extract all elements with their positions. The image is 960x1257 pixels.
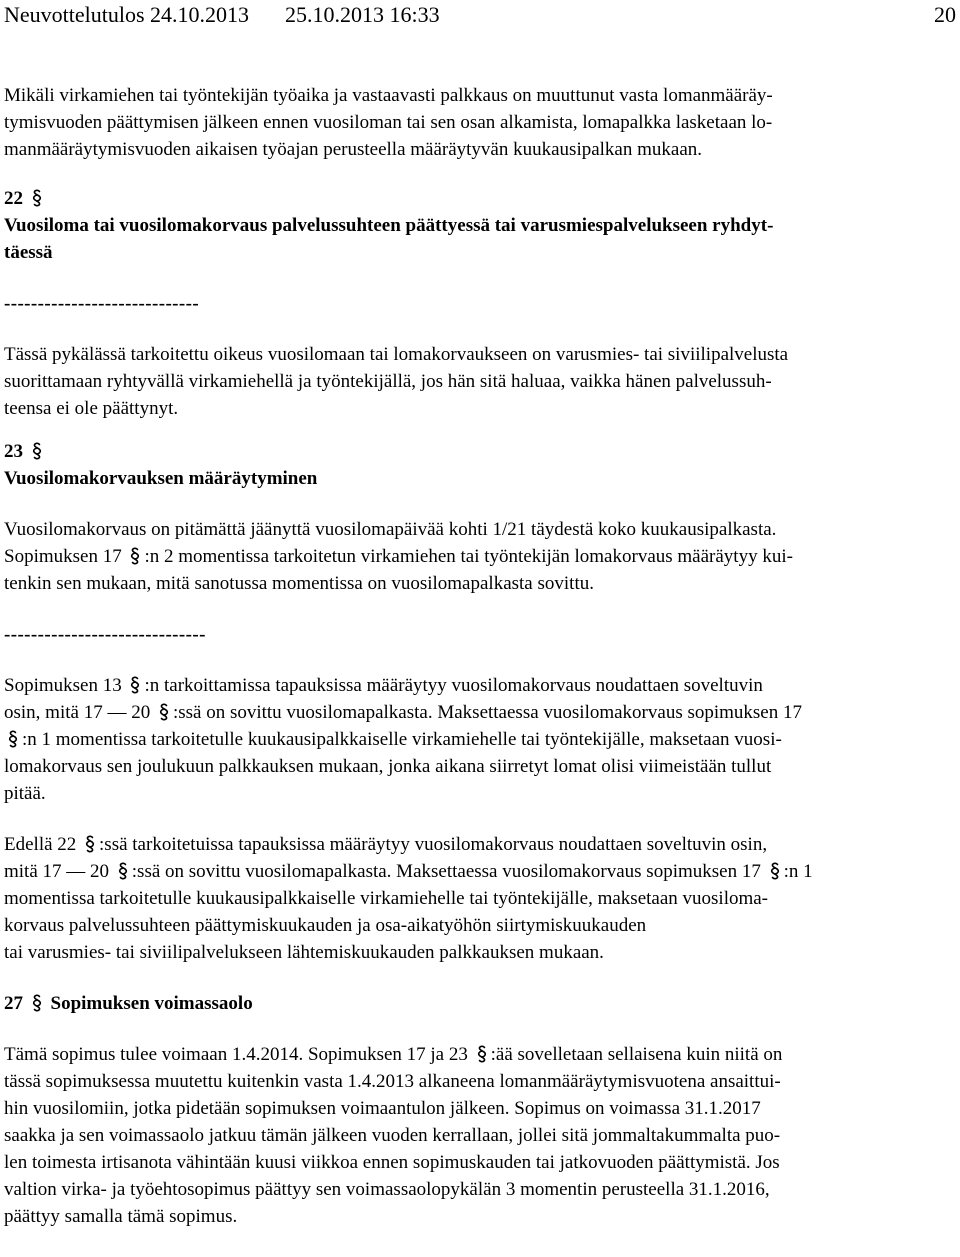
text-line xyxy=(4,831,956,858)
page-number: 20 xyxy=(934,2,956,27)
text-line: valtion virka- ja työehtosopimus päättyy sen voimassaolopykälän 3 momentin perusteella 31.1.2016, xyxy=(4,1179,770,1200)
text-line: korvaus palvelussuhteen päättymiskuukauden ja osa-aikatyöhön siirtymiskuukauden xyxy=(4,915,647,936)
section-sign-icon xyxy=(475,1044,489,1064)
text-line xyxy=(4,543,956,570)
text-line: len toimesta irtisanota vähintään kuusi viikkoa ennen sopimuskauden tai jatkovuoden päättymistä. Jos xyxy=(4,1152,780,1173)
section-sign-icon xyxy=(128,675,142,695)
section-23-body xyxy=(4,516,956,597)
section-title-line: Vuosiloma tai vuosilomakorvaus palvelussuhteen päättyessä tai varusmiespalvelukseen ryhdyt- xyxy=(4,215,774,236)
text-line: suorittamaan ryhtyvällä virkamiehellä ja työntekijällä, jos hän sitä haluaa, vaikka hänen palvelussuh- xyxy=(4,371,772,392)
section-title-line: täessä xyxy=(4,242,53,263)
text-fragment: :ää sovelletaan sellaisena kuin niitä on xyxy=(490,1044,783,1065)
text-line: päättyy samalla tämä sopimus. xyxy=(4,1206,238,1227)
text-line: Tässä pykälässä tarkoitettu oikeus vuosilomaan tai lomakorvaukseen on varusmies- tai siviilipalvelusta xyxy=(4,344,789,365)
text-line xyxy=(4,699,956,726)
text-line: pitää. xyxy=(4,783,46,804)
print-timestamp: 25.10.2013 16:33 xyxy=(285,2,440,27)
section-22-heading xyxy=(4,185,956,266)
text-line: teensa ei ole päättynyt. xyxy=(4,398,179,419)
text-line: tenkin sen mukaan, mitä sanotussa momentissa on vuosilomapalkasta sovittu. xyxy=(4,573,594,594)
section-sign-icon xyxy=(83,834,97,854)
text-fragment: Sopimuksen 13 xyxy=(4,675,122,696)
text-fragment: mitä 17 — 20 xyxy=(4,861,110,882)
document-title: Neuvottelutulos 24.10.2013 xyxy=(4,2,250,27)
text-line xyxy=(4,726,956,753)
section-number: 27 xyxy=(4,993,23,1014)
text-fragment: :n 1 momentissa tarkoitetulle kuukausipalkkaiselle virkamiehelle tai työntekijälle, maksetaan vuosi- xyxy=(22,729,782,750)
text-line: hin vuosilomiin, jotka pidetään sopimuksen voimaantulon jälkeen. Sopimus on voimassa 31.1.2017 xyxy=(4,1098,761,1119)
section-22-body xyxy=(4,341,956,422)
text-line: tymisvuoden päättymisen jälkeen ennen vuosiloman tai sen osan alkamista, lomapalkka lasketaan lo- xyxy=(4,112,773,133)
divider: ----------------------------- xyxy=(4,293,200,314)
text-fragment: :n 1 xyxy=(783,861,813,882)
text-fragment: :ssä on sovittu vuosilomapalkasta. Maksettaessa vuosilomakorvaus sopimuksen 17 xyxy=(131,861,761,882)
text-line xyxy=(4,858,956,885)
text-line: saakka ja sen voimassaolo jatkuu tämän jälkeen vuoden kerrallaan, jollei sitä jommaltakummalta puo- xyxy=(4,1125,781,1146)
text-fragment: :ssä on sovittu vuosilomapalkasta. Maksettaessa vuosilomakorvaus sopimuksen 17 xyxy=(172,702,802,723)
text-line: Vuosilomakorvaus on pitämättä jäänyttä vuosilomapäivää kohti 1/21 täydestä koko kuukausipalkasta. xyxy=(4,519,777,540)
section-23-heading xyxy=(4,438,956,492)
text-line: tässä sopimuksessa muutettu kuitenkin vasta 1.4.2013 alkaneena lomanmääräytymisvuotena ansaittui- xyxy=(4,1071,781,1092)
section-27-body xyxy=(4,1041,956,1230)
text-fragment: osin, mitä 17 — 20 xyxy=(4,702,151,723)
text-line: momentissa tarkoitetulle kuukausipalkkaiselle virkamiehelle tai työntekijälle, maksetaan vuosiloma- xyxy=(4,888,769,909)
text-fragment: Tämä sopimus tulee voimaan 1.4.2014. Sopimuksen 17 ja 23 xyxy=(4,1044,468,1065)
text-line: Mikäli virkamiehen tai työntekijän työaika ja vastaavasti palkkaus on muuttunut vasta lomanmääräy- xyxy=(4,85,773,106)
section-number-line xyxy=(4,438,956,465)
text-fragment: :n 2 momentissa tarkoitetun virkamiehen tai työntekijän lomakorvaus määräytyy kui- xyxy=(144,546,793,567)
text-line: lomakorvaus sen joulukuun palkkauksen mukaan, jonka aikana siirretyt lomat olisi viimeistään tullut xyxy=(4,756,772,777)
text-line xyxy=(4,672,956,699)
text-fragment: Sopimuksen 17 xyxy=(4,546,122,567)
paragraph-lomapalkka xyxy=(4,82,956,163)
section-title: Vuosilomakorvauksen määräytyminen xyxy=(4,468,318,489)
section-23-paragraph-3 xyxy=(4,831,956,966)
text-fragment: Edellä 22 xyxy=(4,834,77,855)
section-number-line xyxy=(4,185,956,212)
text-line: manmääräytymisvuoden aikaisen työajan perusteella määräytyvän kuukausipalkan mukaan. xyxy=(4,139,703,160)
section-23-paragraph-2 xyxy=(4,672,956,807)
text-line xyxy=(4,1041,956,1068)
section-sign-icon xyxy=(30,188,44,208)
section-sign-icon xyxy=(30,993,44,1013)
header-left xyxy=(4,2,440,28)
text-fragment: :n tarkoittamissa tapauksissa määräytyy vuosilomakorvaus noudattaen soveltuvin xyxy=(144,675,763,696)
section-sign-icon xyxy=(157,702,171,722)
section-sign-icon xyxy=(128,546,142,566)
page-header xyxy=(4,2,956,36)
section-title: Sopimuksen voimassaolo xyxy=(50,993,253,1014)
section-number: 23 xyxy=(4,441,23,462)
document-body xyxy=(4,82,956,1230)
divider: ------------------------------ xyxy=(4,624,206,645)
text-line: tai varusmies- tai siviilipalvelukseen lähtemiskuukauden palkkauksen mukaan. xyxy=(4,942,604,963)
section-27-heading xyxy=(4,990,956,1017)
text-fragment: :ssä tarkoitetuissa tapauksissa määräytyy vuosilomakorvaus noudattaen soveltuvin osin, xyxy=(99,834,768,855)
section-sign-icon xyxy=(30,441,44,461)
section-sign-icon xyxy=(768,861,782,881)
section-sign-icon xyxy=(6,729,20,749)
section-number: 22 xyxy=(4,188,23,209)
section-sign-icon xyxy=(116,861,130,881)
